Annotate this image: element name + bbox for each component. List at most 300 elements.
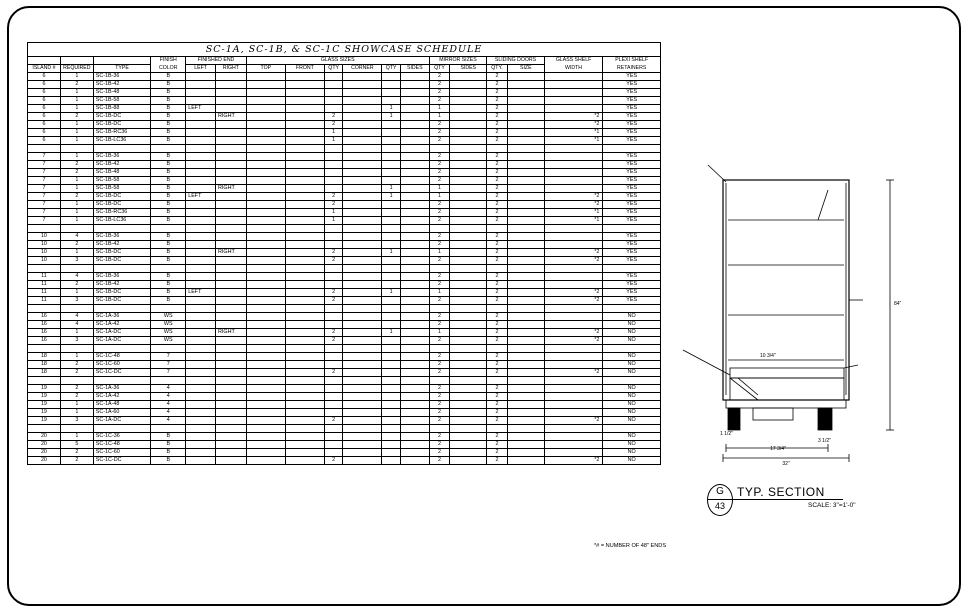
- table-cell: 1: [60, 209, 93, 217]
- table-cell: B: [151, 441, 186, 449]
- table-cell: [28, 345, 61, 353]
- table-row: [28, 249, 661, 257]
- table-cell: SC-1C-60: [93, 449, 151, 457]
- table-cell: YES: [603, 209, 661, 217]
- table-cell: [343, 185, 382, 193]
- table-cell: SC-1A-42: [93, 321, 151, 329]
- table-cell: [507, 449, 544, 457]
- table-cell: 2: [429, 449, 450, 457]
- table-cell: 2: [429, 409, 450, 417]
- table-cell: 6: [28, 113, 61, 121]
- table-cell: 2: [429, 385, 450, 393]
- table-cell: 2: [429, 313, 450, 321]
- table-spacer-row: [28, 305, 661, 313]
- table-cell: [450, 233, 487, 241]
- table-cell: 3: [60, 297, 93, 305]
- table-cell: NO: [603, 449, 661, 457]
- table-cell: 3: [60, 257, 93, 265]
- table-cell: YES: [603, 97, 661, 105]
- table-row: [28, 105, 661, 113]
- table-cell: [186, 113, 216, 121]
- table-cell: [285, 81, 324, 89]
- table-cell: [382, 257, 400, 265]
- table-cell: *2: [544, 289, 603, 297]
- table-cell: [429, 305, 450, 313]
- table-cell: [324, 273, 342, 281]
- table-cell: SC-1B-RC36: [93, 129, 151, 137]
- table-cell: [285, 217, 324, 225]
- table-cell: YES: [603, 241, 661, 249]
- table-cell: 4: [60, 273, 93, 281]
- table-cell: 1: [60, 105, 93, 113]
- table-cell: 2: [487, 97, 508, 105]
- table-cell: 4: [151, 385, 186, 393]
- header-mirror-sizes: MIRROR SIZES: [429, 57, 487, 65]
- table-cell: [285, 177, 324, 185]
- table-cell: 1: [60, 177, 93, 185]
- table-cell: B: [151, 297, 186, 305]
- table-cell: [507, 457, 544, 465]
- table-cell: 2: [487, 329, 508, 337]
- table-cell: [400, 209, 429, 217]
- table-row: [28, 449, 661, 457]
- table-row: [28, 81, 661, 89]
- table-cell: [285, 417, 324, 425]
- table-cell: [28, 305, 61, 313]
- table-row: [28, 353, 661, 361]
- table-cell: NO: [603, 337, 661, 345]
- table-cell: [285, 89, 324, 97]
- table-cell: [285, 313, 324, 321]
- table-cell: [246, 153, 285, 161]
- table-cell: B: [151, 201, 186, 209]
- showcase-schedule: [27, 42, 661, 465]
- table-cell: [186, 457, 216, 465]
- table-cell: [324, 449, 342, 457]
- table-cell: [186, 369, 216, 377]
- table-row: [28, 201, 661, 209]
- table-cell: [285, 273, 324, 281]
- table-cell: *2: [544, 113, 603, 121]
- table-cell: [343, 81, 382, 89]
- table-cell: [507, 177, 544, 185]
- table-cell: [246, 281, 285, 289]
- table-cell: [285, 105, 324, 113]
- table-cell: 2: [487, 209, 508, 217]
- table-cell: YES: [603, 249, 661, 257]
- table-cell: [487, 377, 508, 385]
- table-cell: [400, 449, 429, 457]
- table-cell: [60, 345, 93, 353]
- table-cell: [382, 385, 400, 393]
- table-cell: [246, 81, 285, 89]
- table-cell: [400, 329, 429, 337]
- table-cell: 2: [429, 401, 450, 409]
- table-cell: B: [151, 73, 186, 81]
- table-cell: [507, 377, 544, 385]
- table-cell: [400, 337, 429, 345]
- table-cell: [487, 345, 508, 353]
- table-cell: [343, 281, 382, 289]
- table-cell: [285, 113, 324, 121]
- table-cell: B: [151, 217, 186, 225]
- table-cell: SC-1B-DC: [93, 113, 151, 121]
- table-cell: [507, 345, 544, 353]
- table-cell: [215, 337, 246, 345]
- table-cell: 2: [487, 297, 508, 305]
- table-cell: 2: [429, 161, 450, 169]
- section-title: TYP. SECTION: [737, 485, 825, 499]
- table-cell: [215, 217, 246, 225]
- table-cell: [246, 321, 285, 329]
- table-cell: 20: [28, 449, 61, 457]
- table-cell: [400, 345, 429, 353]
- table-cell: [246, 305, 285, 313]
- table-cell: [400, 105, 429, 113]
- table-cell: 2: [487, 401, 508, 409]
- table-cell: [400, 169, 429, 177]
- table-cell: [343, 449, 382, 457]
- table-cell: 7: [151, 361, 186, 369]
- table-row: [28, 97, 661, 105]
- table-cell: [450, 329, 487, 337]
- base-leg-right: [818, 408, 832, 430]
- table-cell: 2: [324, 297, 342, 305]
- table-cell: SC-1B-88: [93, 105, 151, 113]
- table-cell: [186, 337, 216, 345]
- table-cell: [400, 385, 429, 393]
- table-cell: [324, 281, 342, 289]
- table-row: [28, 177, 661, 185]
- table-cell: [382, 233, 400, 241]
- table-cell: [343, 249, 382, 257]
- table-cell: B: [151, 97, 186, 105]
- table-cell: [400, 129, 429, 137]
- table-cell: [382, 441, 400, 449]
- table-cell: [450, 441, 487, 449]
- dim-a-label: 1 1/2": [720, 431, 733, 437]
- table-cell: [285, 201, 324, 209]
- table-cell: 2: [324, 201, 342, 209]
- table-cell: *2: [544, 257, 603, 265]
- table-cell: [400, 193, 429, 201]
- table-cell: [343, 257, 382, 265]
- header-door-size: SIZE: [507, 65, 544, 73]
- table-cell: [507, 89, 544, 97]
- table-cell: SC-1B-DC: [93, 249, 151, 257]
- table-cell: [544, 145, 603, 153]
- header-mirror-qty: QTY: [429, 65, 450, 73]
- table-cell: [28, 145, 61, 153]
- table-cell: [487, 425, 508, 433]
- table-cell: 2: [429, 97, 450, 105]
- table-cell: [544, 89, 603, 97]
- table-cell: [400, 377, 429, 385]
- table-row: [28, 193, 661, 201]
- table-cell: [93, 265, 151, 273]
- table-cell: [400, 73, 429, 81]
- table-cell: [343, 137, 382, 145]
- header-row-1: [28, 57, 661, 65]
- table-cell: [343, 441, 382, 449]
- table-cell: 7: [151, 353, 186, 361]
- table-cell: [382, 369, 400, 377]
- table-cell: 2: [487, 273, 508, 281]
- table-cell: [450, 73, 487, 81]
- table-cell: [507, 401, 544, 409]
- schedule-table: [27, 56, 661, 465]
- table-cell: 2: [487, 257, 508, 265]
- table-cell: [507, 265, 544, 273]
- section-title-underline: [731, 499, 843, 500]
- table-cell: [450, 105, 487, 113]
- table-spacer-row: [28, 425, 661, 433]
- table-cell: [603, 377, 661, 385]
- table-cell: SC-1A-36: [93, 313, 151, 321]
- table-cell: SC-1C-DC: [93, 369, 151, 377]
- table-cell: [246, 73, 285, 81]
- table-cell: SC-1A-42: [93, 393, 151, 401]
- table-cell: B: [151, 153, 186, 161]
- table-cell: [507, 305, 544, 313]
- table-row: [28, 297, 661, 305]
- table-cell: [507, 233, 544, 241]
- table-cell: [215, 377, 246, 385]
- base-leg-left: [728, 408, 740, 430]
- table-cell: [450, 281, 487, 289]
- table-cell: [215, 273, 246, 281]
- table-cell: [343, 417, 382, 425]
- table-cell: [215, 89, 246, 97]
- table-cell: 18: [28, 361, 61, 369]
- table-cell: [487, 265, 508, 273]
- table-cell: [186, 305, 216, 313]
- table-cell: [382, 73, 400, 81]
- table-cell: SC-1C-36: [93, 433, 151, 441]
- table-cell: NO: [603, 361, 661, 369]
- table-cell: [186, 97, 216, 105]
- header-right: RIGHT: [215, 65, 246, 73]
- table-cell: [382, 169, 400, 177]
- table-cell: [285, 209, 324, 217]
- table-cell: [400, 121, 429, 129]
- table-row: [28, 137, 661, 145]
- table-cell: [544, 353, 603, 361]
- table-cell: NO: [603, 433, 661, 441]
- table-cell: 2: [60, 161, 93, 169]
- table-cell: 2: [487, 281, 508, 289]
- table-cell: 1: [60, 353, 93, 361]
- table-cell: [544, 265, 603, 273]
- table-cell: [285, 377, 324, 385]
- table-cell: [324, 345, 342, 353]
- table-cell: [246, 225, 285, 233]
- table-cell: [507, 185, 544, 193]
- table-cell: NO: [603, 313, 661, 321]
- header-sides: SIDES: [400, 65, 429, 73]
- table-cell: 2: [60, 193, 93, 201]
- table-cell: [186, 265, 216, 273]
- header-type: TYPE: [93, 65, 151, 73]
- table-cell: [215, 457, 246, 465]
- table-cell: [186, 425, 216, 433]
- table-cell: [343, 113, 382, 121]
- table-cell: [246, 361, 285, 369]
- table-cell: [507, 225, 544, 233]
- table-cell: 2: [429, 89, 450, 97]
- table-cell: 18: [28, 353, 61, 361]
- table-row: [28, 89, 661, 97]
- table-cell: [450, 193, 487, 201]
- table-cell: [450, 273, 487, 281]
- table-cell: [400, 185, 429, 193]
- table-cell: [246, 297, 285, 305]
- table-cell: YES: [603, 137, 661, 145]
- table-cell: [246, 409, 285, 417]
- header-sliding-doors: SLIDING DOORS: [487, 57, 545, 65]
- table-cell: NO: [603, 329, 661, 337]
- table-cell: [450, 345, 487, 353]
- table-row: [28, 457, 661, 465]
- typ-section-drawing: [668, 150, 908, 520]
- table-cell: 2: [487, 337, 508, 345]
- table-cell: [400, 177, 429, 185]
- table-cell: 11: [28, 281, 61, 289]
- table-cell: 2: [487, 353, 508, 361]
- table-cell: B: [151, 89, 186, 97]
- table-cell: [343, 305, 382, 313]
- table-cell: 1: [382, 105, 400, 113]
- table-cell: [400, 273, 429, 281]
- table-cell: SC-1B-DC: [93, 201, 151, 209]
- table-cell: [450, 417, 487, 425]
- header-island: ISLAND #: [28, 65, 61, 73]
- table-cell: [324, 153, 342, 161]
- table-cell: [285, 129, 324, 137]
- diag-1: [730, 378, 758, 400]
- table-cell: [382, 401, 400, 409]
- table-row: [28, 73, 661, 81]
- table-cell: 4: [151, 393, 186, 401]
- table-cell: [285, 337, 324, 345]
- table-cell: [507, 193, 544, 201]
- table-cell: [400, 153, 429, 161]
- table-cell: [324, 105, 342, 113]
- table-cell: 2: [487, 105, 508, 113]
- table-cell: [544, 425, 603, 433]
- table-row: [28, 329, 661, 337]
- table-cell: [343, 433, 382, 441]
- table-cell: [186, 145, 216, 153]
- table-cell: [151, 265, 186, 273]
- table-cell: 7: [28, 193, 61, 201]
- table-cell: 11: [28, 289, 61, 297]
- table-cell: [246, 257, 285, 265]
- table-cell: [450, 297, 487, 305]
- table-cell: 19: [28, 401, 61, 409]
- table-cell: B: [151, 121, 186, 129]
- table-cell: 1: [60, 201, 93, 209]
- table-cell: 2: [487, 409, 508, 417]
- header-width: WIDTH: [544, 65, 603, 73]
- table-cell: [450, 185, 487, 193]
- table-cell: 1: [382, 329, 400, 337]
- table-cell: [400, 241, 429, 249]
- table-cell: NO: [603, 385, 661, 393]
- table-cell: 2: [60, 81, 93, 89]
- table-cell: [186, 217, 216, 225]
- table-cell: 7: [28, 217, 61, 225]
- table-cell: [603, 425, 661, 433]
- table-cell: 1: [324, 217, 342, 225]
- table-cell: [246, 449, 285, 457]
- table-cell: [544, 153, 603, 161]
- table-cell: [324, 377, 342, 385]
- header-corner: CORNER: [343, 65, 382, 73]
- table-cell: [343, 129, 382, 137]
- table-cell: [507, 433, 544, 441]
- table-cell: 1: [60, 73, 93, 81]
- table-row: [28, 393, 661, 401]
- table-cell: 2: [487, 289, 508, 297]
- table-cell: [215, 177, 246, 185]
- table-cell: SC-1A-36: [93, 385, 151, 393]
- table-cell: [215, 105, 246, 113]
- table-cell: NO: [603, 409, 661, 417]
- table-cell: [186, 161, 216, 169]
- table-cell: B: [151, 105, 186, 113]
- table-cell: [544, 73, 603, 81]
- table-cell: [382, 393, 400, 401]
- table-cell: 1: [60, 249, 93, 257]
- dim-c-label: 10 3/4": [760, 353, 776, 359]
- table-cell: NO: [603, 457, 661, 465]
- table-cell: B: [151, 137, 186, 145]
- table-cell: 2: [429, 137, 450, 145]
- table-cell: [246, 345, 285, 353]
- table-cell: 16: [28, 321, 61, 329]
- table-cell: 7: [28, 153, 61, 161]
- table-cell: [246, 193, 285, 201]
- table-cell: [151, 305, 186, 313]
- table-cell: [285, 449, 324, 457]
- table-cell: [186, 121, 216, 129]
- table-cell: WS: [151, 337, 186, 345]
- table-cell: SC-1B-DC: [93, 121, 151, 129]
- table-cell: [324, 97, 342, 105]
- table-cell: [324, 409, 342, 417]
- table-cell: 11: [28, 297, 61, 305]
- table-cell: 2: [429, 417, 450, 425]
- header-mirror-sides: SIDES: [450, 65, 487, 73]
- table-cell: 19: [28, 385, 61, 393]
- table-cell: [246, 353, 285, 361]
- table-cell: [382, 337, 400, 345]
- table-cell: [382, 297, 400, 305]
- table-cell: [450, 145, 487, 153]
- table-cell: [450, 177, 487, 185]
- table-cell: 2: [487, 441, 508, 449]
- table-row: [28, 153, 661, 161]
- table-cell: [382, 273, 400, 281]
- table-spacer-row: [28, 225, 661, 233]
- table-cell: [507, 105, 544, 113]
- table-cell: 6: [28, 129, 61, 137]
- table-cell: [400, 321, 429, 329]
- table-cell: 4: [60, 321, 93, 329]
- table-cell: [246, 273, 285, 281]
- table-cell: [246, 289, 285, 297]
